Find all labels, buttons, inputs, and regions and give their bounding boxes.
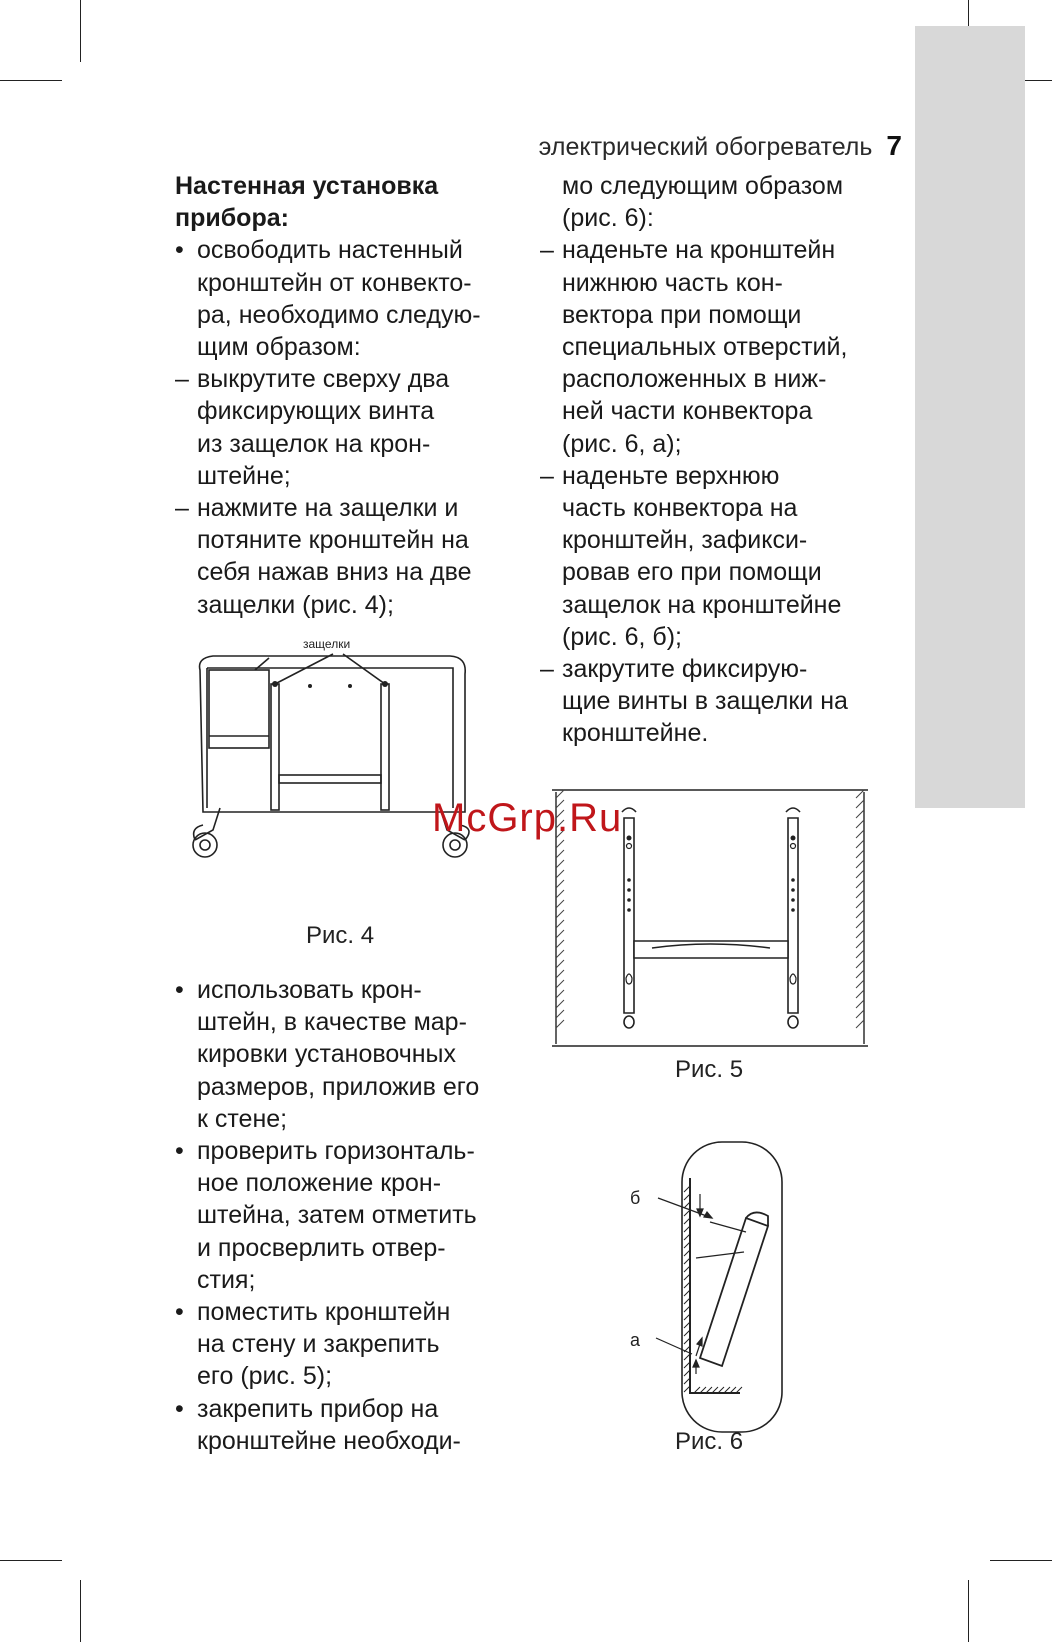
list-item bbox=[540, 653, 885, 685]
list-line bbox=[540, 428, 885, 460]
list-item bbox=[175, 492, 520, 524]
list-text: выкрутите сверху два bbox=[197, 365, 450, 394]
list-text: защелки (рис. 4); bbox=[197, 590, 394, 619]
heading-line: прибора: bbox=[175, 204, 289, 233]
list-text: использовать крон- bbox=[197, 976, 422, 1004]
watermark: McGrp.Ru bbox=[432, 796, 623, 840]
crop-mark bbox=[0, 1560, 62, 1561]
figure-4-caption: Рис. 4 bbox=[306, 922, 375, 949]
list-text: проверить горизонталь- bbox=[197, 1137, 475, 1166]
list-text: кировки установочных bbox=[197, 1040, 456, 1069]
crop-mark bbox=[968, 1580, 969, 1642]
list-line bbox=[540, 363, 885, 395]
list-text: кронштейне. bbox=[562, 719, 709, 748]
list-line bbox=[175, 1006, 520, 1038]
list-text: потяните кронштейн на bbox=[197, 526, 469, 555]
list-text: специальных отверстий, bbox=[562, 333, 848, 362]
figure-4-convector-drawing bbox=[185, 640, 485, 890]
instruction-list bbox=[540, 170, 885, 750]
figure-6-side-view bbox=[630, 1138, 790, 1438]
list-item bbox=[175, 1296, 520, 1328]
list-marker: • bbox=[175, 236, 184, 265]
list-text: нижнюю часть кон- bbox=[562, 268, 783, 297]
list-text: штейне; bbox=[197, 461, 291, 490]
list-text: защелок на кронштейне bbox=[562, 590, 842, 619]
list-text: мо следующим образом bbox=[562, 172, 844, 200]
list-item bbox=[540, 234, 885, 266]
list-marker: – bbox=[175, 494, 189, 523]
list-text: освободить настенный bbox=[197, 236, 463, 265]
list-text: кронштейне необходи- bbox=[197, 1426, 461, 1455]
fig6-label-a: а bbox=[630, 1330, 641, 1350]
list-text: закрутите фиксирую- bbox=[562, 655, 808, 684]
list-line bbox=[175, 267, 520, 299]
list-text: (рис. 6, б); bbox=[562, 622, 682, 651]
list-line bbox=[175, 589, 520, 621]
list-line bbox=[175, 1264, 520, 1296]
list-text: ра, необходимо следую- bbox=[197, 300, 481, 329]
figure-5-caption: Рис. 5 bbox=[675, 1056, 744, 1083]
right-column bbox=[540, 170, 885, 750]
list-line bbox=[175, 1328, 520, 1360]
figure-6-caption: Рис. 6 bbox=[675, 1428, 744, 1455]
list-text: ровав его при помощи bbox=[562, 558, 822, 587]
list-text: кронштейн от конвекто- bbox=[197, 268, 472, 297]
list-item bbox=[175, 1135, 520, 1167]
list-line bbox=[175, 428, 520, 460]
list-line bbox=[540, 524, 885, 556]
crop-mark bbox=[0, 80, 62, 81]
list-text: (рис. 6, а); bbox=[562, 429, 682, 458]
list-line bbox=[175, 460, 520, 492]
list-marker: • bbox=[175, 1298, 184, 1327]
list-line bbox=[540, 621, 885, 653]
list-line bbox=[540, 267, 885, 299]
header-title: электрический обогреватель bbox=[538, 133, 873, 161]
list-line bbox=[175, 299, 520, 331]
list-marker: – bbox=[540, 236, 554, 265]
list-line bbox=[540, 202, 885, 234]
list-line bbox=[175, 331, 520, 363]
list-text: нажмите на защелки и bbox=[197, 494, 459, 523]
crop-mark bbox=[80, 0, 81, 62]
heading-line: Настенная установка bbox=[175, 172, 439, 200]
list-text: часть конвектора на bbox=[562, 494, 798, 523]
list-line bbox=[540, 685, 885, 717]
list-line bbox=[540, 170, 885, 202]
list-marker: • bbox=[175, 976, 184, 1004]
list-text: к стене; bbox=[197, 1104, 288, 1133]
list-line bbox=[540, 717, 885, 749]
list-text: себя нажав вниз на две bbox=[197, 558, 472, 587]
crop-mark bbox=[990, 1560, 1052, 1561]
left-column-top bbox=[175, 170, 520, 621]
list-item bbox=[175, 974, 520, 1006]
list-line bbox=[175, 1199, 520, 1231]
list-marker: – bbox=[175, 365, 189, 394]
list-text: стия; bbox=[197, 1265, 256, 1294]
list-line bbox=[540, 556, 885, 588]
list-line bbox=[540, 589, 885, 621]
list-marker: • bbox=[175, 1137, 184, 1166]
list-text: наденьте на кронштейн bbox=[562, 236, 836, 265]
list-text: размеров, приложив его bbox=[197, 1072, 480, 1101]
list-item bbox=[175, 1393, 520, 1425]
list-text: и просверлить отвер- bbox=[197, 1233, 446, 1262]
list-text: фиксирующих винта bbox=[197, 397, 435, 426]
list-text: расположенных в ниж- bbox=[562, 365, 827, 394]
list-text: кронштейн, зафикси- bbox=[562, 526, 808, 555]
list-text: штейн, в качестве мар- bbox=[197, 1008, 467, 1037]
list-text: щие винты в защелки на bbox=[562, 687, 848, 716]
fig4-label-latches: защелки bbox=[303, 640, 351, 651]
list-line bbox=[540, 331, 885, 363]
list-line bbox=[175, 1103, 520, 1135]
list-marker: – bbox=[540, 461, 554, 490]
instruction-list bbox=[175, 234, 520, 620]
list-line bbox=[175, 1232, 520, 1264]
list-text: (рис. 6): bbox=[562, 204, 654, 233]
list-text: на стену и закрепить bbox=[197, 1330, 440, 1359]
list-line bbox=[175, 556, 520, 588]
crop-mark bbox=[80, 1580, 81, 1642]
page-number: 7 bbox=[886, 130, 902, 161]
list-item bbox=[175, 234, 520, 266]
list-line bbox=[540, 299, 885, 331]
list-marker: – bbox=[540, 655, 554, 684]
list-line bbox=[540, 395, 885, 427]
section-heading bbox=[175, 170, 520, 234]
list-text: из защелок на крон- bbox=[197, 429, 431, 458]
list-text: закрепить прибор на bbox=[197, 1394, 439, 1423]
list-line bbox=[175, 1167, 520, 1199]
list-text: поместить кронштейн bbox=[197, 1298, 451, 1327]
left-column-bottom bbox=[175, 974, 520, 1457]
instruction-list bbox=[175, 974, 520, 1457]
page-header bbox=[539, 130, 902, 162]
list-line bbox=[175, 524, 520, 556]
list-text: вектора при помощи bbox=[562, 300, 802, 329]
list-text: ней части конвектора bbox=[562, 397, 813, 426]
list-item bbox=[175, 363, 520, 395]
list-item bbox=[540, 460, 885, 492]
list-line bbox=[175, 1425, 520, 1457]
list-text: ное положение крон- bbox=[197, 1169, 442, 1198]
list-line bbox=[540, 492, 885, 524]
list-text: штейна, затем отметить bbox=[197, 1201, 477, 1230]
list-line bbox=[175, 1038, 520, 1070]
list-marker: • bbox=[175, 1394, 184, 1423]
list-text: щим образом: bbox=[197, 333, 361, 362]
fig6-label-b: б bbox=[630, 1188, 641, 1208]
list-line bbox=[175, 1360, 520, 1392]
list-line bbox=[175, 395, 520, 427]
list-line bbox=[175, 1071, 520, 1103]
list-text: его (рис. 5); bbox=[197, 1362, 333, 1391]
list-text: наденьте верхнюю bbox=[562, 461, 780, 490]
side-tab bbox=[915, 26, 1025, 808]
